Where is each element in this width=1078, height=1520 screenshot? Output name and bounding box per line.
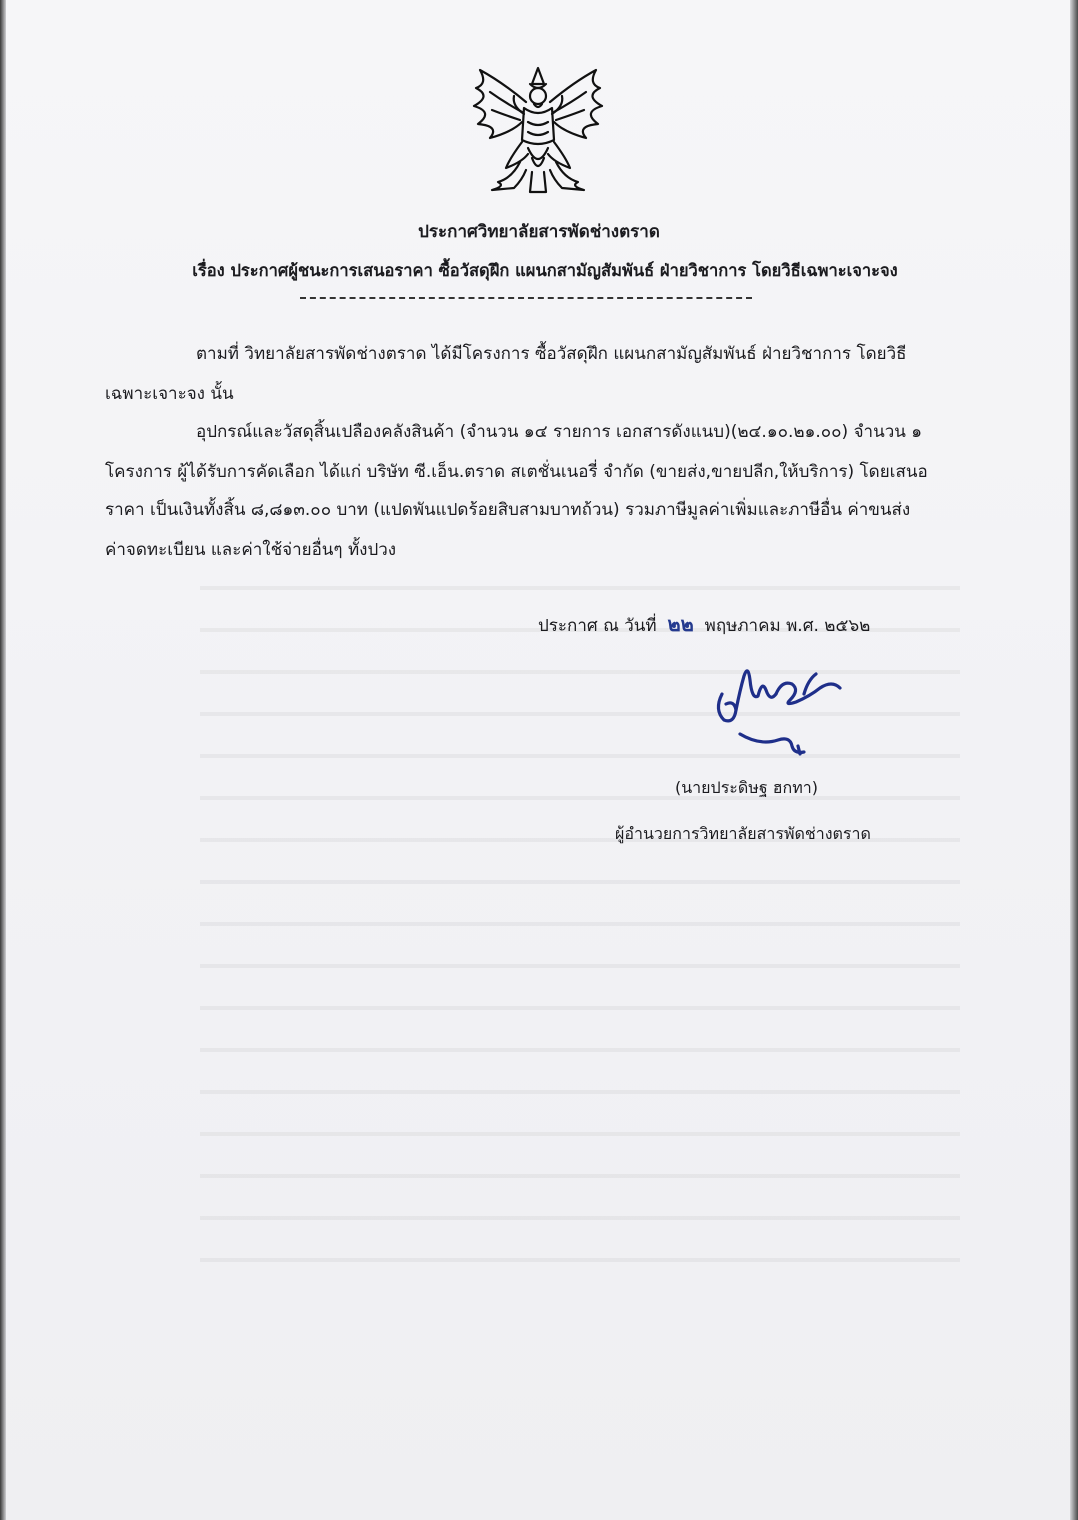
dashed-divider bbox=[300, 297, 752, 299]
paragraph2-line1: อุปกรณ์และวัสดุสิ้นเปลืองคลังสินค้า (จำนวน ๑๔ รายการ เอกสารดังแนบ)(๒๔.๑๐.๒๑.๐๐) จำนวน ๑ bbox=[196, 422, 923, 442]
signatory-name: (นายประดิษฐ ฮกทา) bbox=[675, 778, 818, 797]
handwritten-signature bbox=[700, 650, 860, 760]
announcement-title: ประกาศวิทยาลัยสารพัดช่างตราด bbox=[418, 222, 660, 242]
date-day: ๒๒ bbox=[667, 612, 694, 636]
date-month-year: พฤษภาคม พ.ศ. ๒๕๖๒ bbox=[704, 616, 871, 636]
signatory-position: ผู้อำนวยการวิทยาลัยสารพัดช่างตราด bbox=[615, 824, 871, 843]
paragraph1-line2: เฉพาะเจาะจง นั้น bbox=[105, 384, 234, 404]
date-prefix: ประกาศ ณ วันที่ bbox=[538, 616, 657, 636]
garuda-emblem-icon bbox=[462, 62, 614, 202]
paragraph2-line4: ค่าจดทะเบียน และค่าใช้จ่ายอื่นๆ ทั้งปวง bbox=[105, 540, 397, 560]
paragraph2-line3: ราคา เป็นเงินทั้งสิ้น ๘,๘๑๓.๐๐ บาท (แปดพันแปดร้อยสิบสามบาทถ้วน) รวมภาษีมูลค่าเพิ่มและภาษีอื่น ค่าขนส่ง bbox=[105, 500, 911, 520]
paragraph2-line2: โครงการ ผู้ได้รับการคัดเลือก ได้แก่ บริษัท ซี.เอ็น.ตราด สเตชั่นเนอรี่ จำกัด (ขายส่ง,ขายปลีก,ให้บริการ) โดยเสนอ bbox=[105, 462, 928, 482]
announcement-date bbox=[538, 608, 870, 640]
announcement-subject: เรื่อง ประกาศผู้ชนะการเสนอราคา ซื้อวัสดุฝึก แผนกสามัญสัมพันธ์ ฝ่ายวิชาการ โดยวิธีเฉพาะเจาะจง bbox=[192, 261, 898, 280]
paragraph1-line1: ตามที่ วิทยาลัยสารพัดช่างตราด ได้มีโครงการ ซื้อวัสดุฝึก แผนกสามัญสัมพันธ์ ฝ่ายวิชาการ โดยวิธี bbox=[196, 344, 907, 364]
